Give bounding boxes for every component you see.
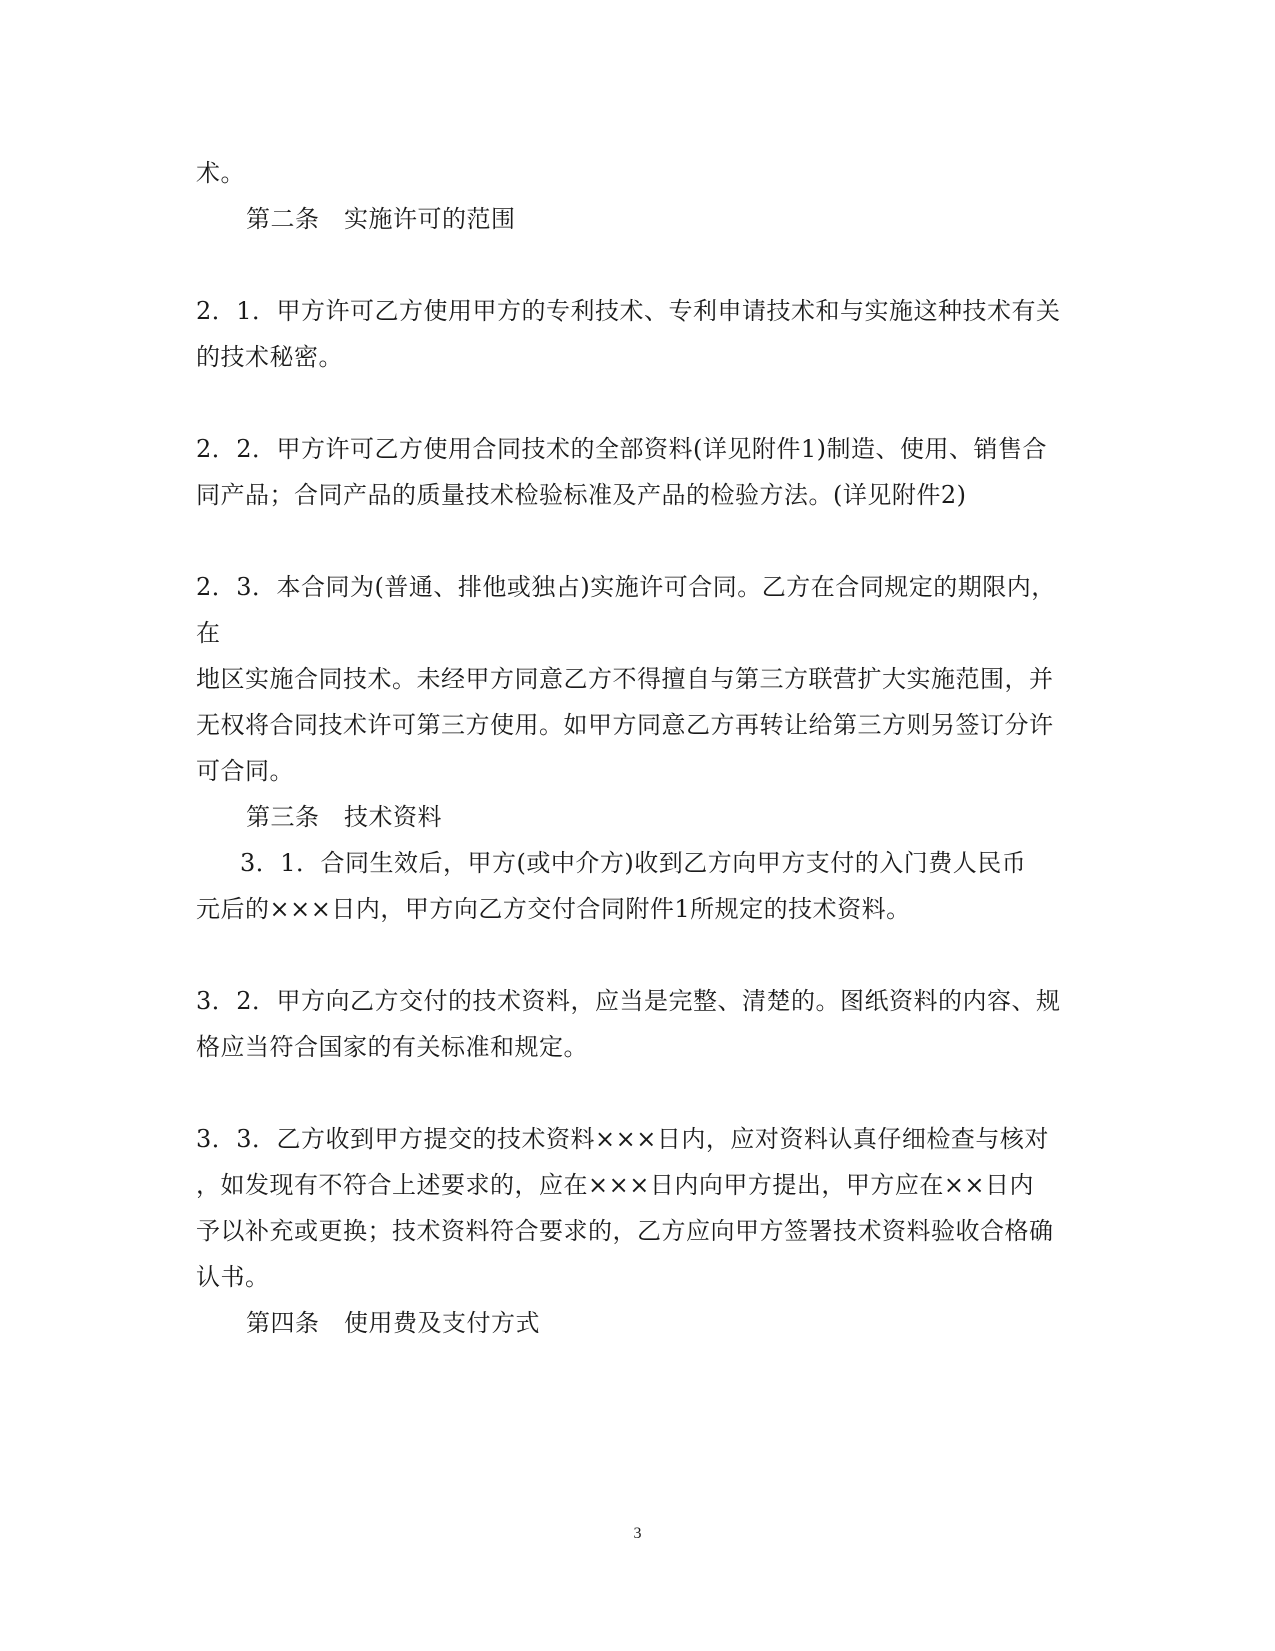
section-heading: 第二条 实施许可的范围: [246, 205, 516, 233]
text-line: 认书。: [196, 1263, 270, 1291]
text-line: 2．1．甲方许可乙方使用甲方的专利技术、专利申请技术和与实施这种技术有关: [196, 297, 1061, 325]
text-line: 无权将合同技术许可第三方使用。如甲方同意乙方再转让给第三方则另签订分许: [196, 711, 1054, 739]
text-line: 元后的×××日内，甲方向乙方交付合同附件1所规定的技术资料。: [196, 895, 911, 923]
text-line: 在: [196, 619, 221, 647]
text-line: 的技术秘密。: [196, 343, 343, 371]
section-heading: 第四条 使用费及支付方式: [246, 1309, 540, 1337]
text-line: ，如发现有不符合上述要求的，应在×××日内向甲方提出，甲方应在××日内: [196, 1171, 1035, 1199]
text-line: 2．3．本合同为(普通、排他或独占)实施许可合同。乙方在合同规定的期限内，: [196, 573, 1056, 601]
section-heading: 第三条 技术资料: [246, 803, 442, 831]
text-line: 格应当符合国家的有关标准和规定。: [196, 1033, 588, 1061]
text-line: 2．2．甲方许可乙方使用合同技术的全部资料(详见附件1)制造、使用、销售合: [196, 435, 1048, 463]
text-line: 3．1．合同生效后，甲方(或中介方)收到乙方向甲方支付的入门费人民币: [240, 849, 1027, 877]
text-line: 3．2．甲方向乙方交付的技术资料，应当是完整、清楚的。图纸资料的内容、规: [196, 987, 1061, 1015]
page-number: 3: [633, 1525, 642, 1542]
text-line: 3．3．乙方收到甲方提交的技术资料×××日内，应对资料认真仔细检查与核对: [196, 1125, 1049, 1153]
text-line: 术。: [196, 159, 245, 187]
text-line: 可合同。: [196, 757, 294, 785]
text-line: 同产品；合同产品的质量技术检验标准及产品的检验方法。(详见附件2): [196, 481, 967, 509]
text-line: 予以补充或更换；技术资料符合要求的，乙方应向甲方签署技术资料验收合格确: [196, 1217, 1054, 1245]
text-line: 地区实施合同技术。未经甲方同意乙方不得擅自与第三方联营扩大实施范围，并: [196, 665, 1054, 693]
